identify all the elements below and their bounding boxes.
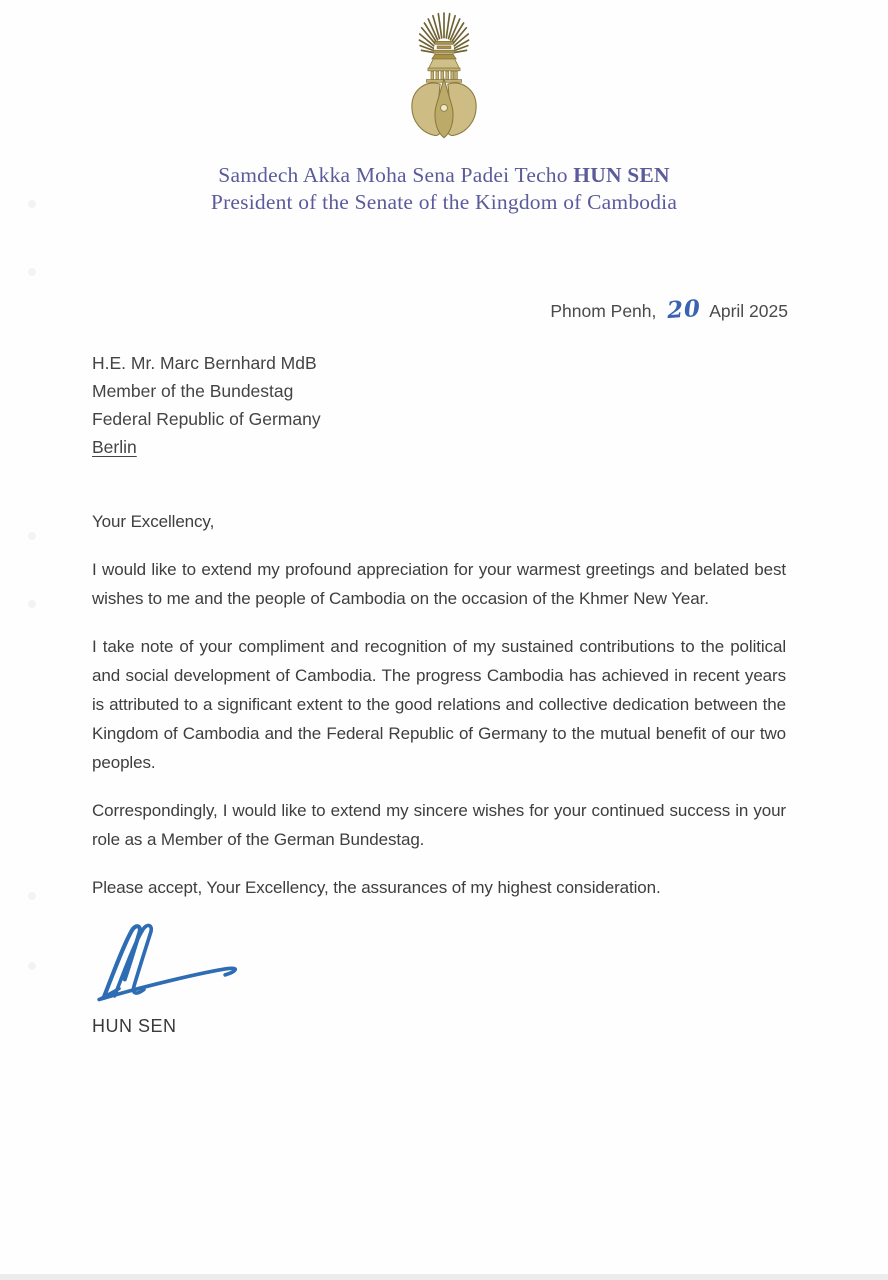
royal-crest-icon (405, 10, 483, 140)
salutation: Your Excellency, (92, 512, 215, 531)
letter-body (0, 507, 888, 902)
scan-edge-band (0, 1274, 888, 1280)
letterhead-title-line2: President of the Senate of the Kingdom of Cambodia (210, 190, 678, 214)
dateline (0, 296, 888, 323)
letterhead-title-name: HUN SEN (573, 163, 670, 187)
scan-artifact (28, 268, 36, 276)
letterhead (0, 162, 888, 216)
scan-artifact (28, 600, 36, 608)
dateline-handwritten-day: 20 (666, 294, 703, 325)
scan-artifact (28, 532, 36, 540)
dateline-month-year: April 2025 (709, 301, 788, 321)
paragraph-1: I would like to extend my profound appreciation for your warmest greetings and belated best wishes to me and the people of Cambodia on the occasion of the Khmer New Year. (92, 560, 786, 608)
recipient-country: Federal Republic of Germany (92, 409, 321, 429)
scan-artifact (28, 200, 36, 208)
scan-artifact (28, 892, 36, 900)
recipient-name: H.E. Mr. Marc Bernhard MdB (92, 353, 317, 373)
recipient-city: Berlin (92, 437, 137, 457)
letterhead-title-regular: Samdech Akka Moha Sena Padei Techo (218, 163, 574, 187)
signature-block (88, 921, 888, 1037)
paragraph-2: I take note of your compliment and recognition of my sustained contributions to the political and social development of Cambodia. The progress Cambodia has achieved in recent years is attributed to a significant extent to the good relations and collective dedication between the Kingdom of Cambodia and the Federal Republic of Germany to the mutual benefit of our two peoples. (92, 637, 786, 772)
scan-artifact (28, 962, 36, 970)
dateline-place: Phnom Penh, (550, 301, 657, 321)
recipient-block (92, 349, 888, 461)
paragraph-3: Correspondingly, I would like to extend my sincere wishes for your continued success in your role as a Member of the German Bundestag. (92, 801, 786, 849)
crest-container (0, 0, 888, 142)
recipient-role: Member of the Bundestag (92, 381, 294, 401)
signatory-name: HUN SEN (92, 1016, 177, 1036)
letterhead-title-line1 (0, 162, 888, 189)
paragraph-4: Please accept, Your Excellency, the assurances of my highest consideration. (92, 878, 661, 897)
signature-handwriting-icon (88, 921, 260, 1005)
